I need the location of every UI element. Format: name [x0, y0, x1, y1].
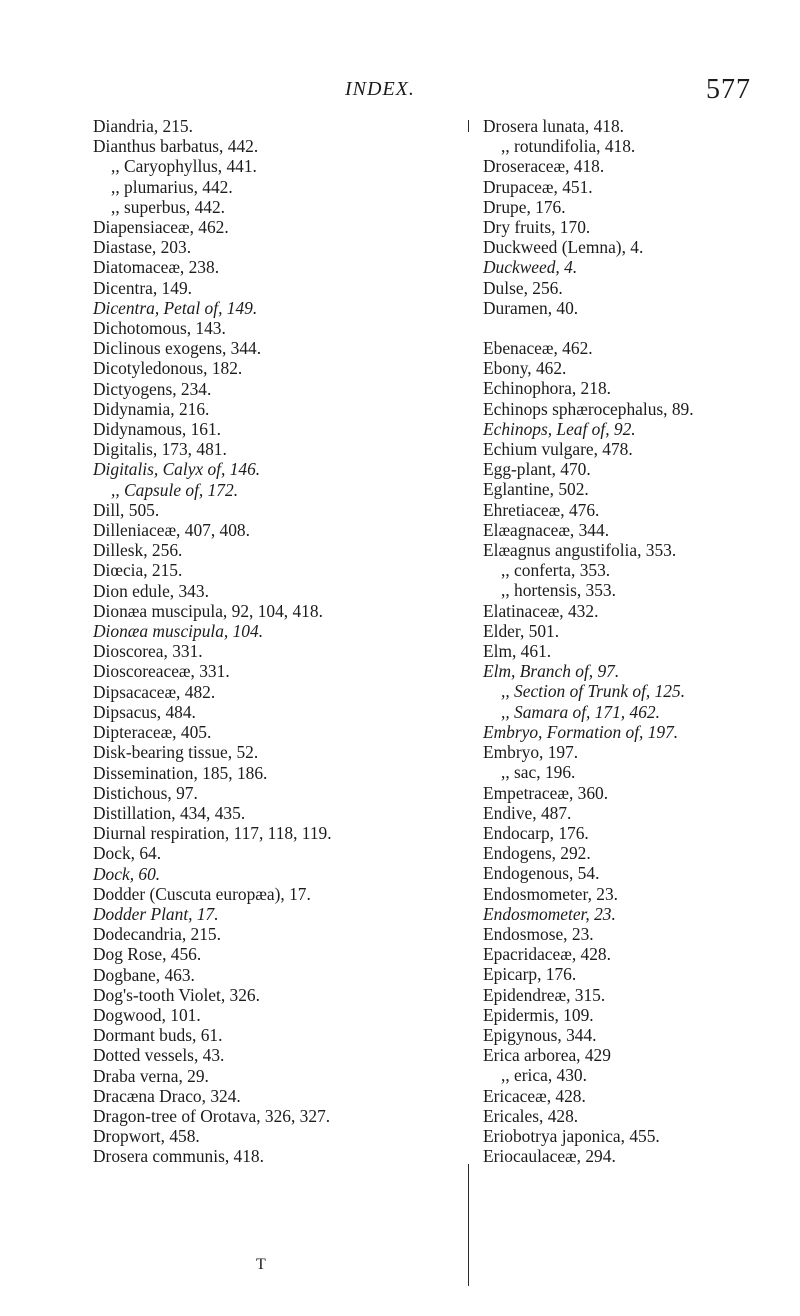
- index-entry: Egg-plant, 470.: [483, 459, 591, 480]
- index-entry: Diastase, 203.: [93, 237, 192, 258]
- index-entry: Diatomaceæ, 238.: [93, 257, 220, 278]
- index-entry: Diapensiaceæ, 462.: [93, 217, 229, 238]
- index-entry: ,, Samara of, 171, 462.: [501, 701, 660, 722]
- index-entry: Dichotomous, 143.: [93, 318, 226, 339]
- column-divider-bottom: [468, 1164, 469, 1286]
- index-entry: Dry fruits, 170.: [483, 217, 591, 238]
- index-entry: Dotted vessels, 43.: [93, 1045, 225, 1066]
- index-entry: Epigynous, 344.: [483, 1024, 597, 1045]
- index-entry: Draba verna, 29.: [93, 1065, 209, 1086]
- index-entry: Dulse, 256.: [483, 277, 563, 298]
- page-number: 577: [706, 74, 751, 105]
- index-entry: Digitalis, Calyx of, 146.: [93, 459, 261, 480]
- index-entry: Dock, 60.: [93, 863, 161, 884]
- running-title: INDEX.: [345, 78, 415, 100]
- index-entry: Diurnal respiration, 117, 118, 119.: [93, 823, 332, 844]
- index-entry: Dogbane, 463.: [93, 964, 195, 985]
- index-entry: Dogwood, 101.: [93, 1004, 201, 1025]
- index-entry: Dicentra, Petal of, 149.: [93, 297, 258, 318]
- index-entry: Diclinous exogens, 344.: [93, 338, 262, 359]
- index-entry: Erica arborea, 429: [483, 1045, 611, 1066]
- index-entry: Epacridaceæ, 428.: [483, 944, 611, 965]
- index-entry: Dilleniaceæ, 407, 408.: [93, 520, 250, 541]
- index-entry: Elder, 501.: [483, 620, 560, 641]
- index-entry: Dog Rose, 456.: [93, 944, 202, 965]
- index-entry: Ericaceæ, 428.: [483, 1085, 586, 1106]
- index-entry: Dodecandria, 215.: [93, 924, 221, 945]
- index-entry: Dock, 64.: [93, 843, 162, 864]
- index-entry: Echium vulgare, 478.: [483, 439, 633, 460]
- index-entry: Dillesk, 256.: [93, 540, 183, 561]
- index-entry: Dormant buds, 61.: [93, 1025, 223, 1046]
- index-entry: Dionæa muscipula, 92, 104, 418.: [93, 600, 323, 621]
- index-entry: ,, superbus, 442.: [111, 196, 225, 217]
- index-entry: Epidermis, 109.: [483, 1004, 594, 1025]
- index-entry: Epidendreæ, 315.: [483, 984, 606, 1005]
- index-entry: Duckweed, 4.: [483, 257, 578, 278]
- index-entry: Dodder (Cuscuta europæa), 17.: [93, 883, 311, 904]
- index-entry: Dodder Plant, 17.: [93, 903, 219, 924]
- index-entry: Dianthus barbatus, 442.: [93, 136, 259, 157]
- index-entry: Endive, 487.: [483, 802, 572, 823]
- index-entry: Distillation, 434, 435.: [93, 802, 246, 823]
- index-entry: Eglantine, 502.: [483, 479, 589, 500]
- index-entry: Duramen, 40.: [483, 297, 579, 318]
- column-divider-top: [468, 120, 469, 132]
- index-entry: Dioscoreaceæ, 331.: [93, 661, 230, 682]
- index-entry: Droseraceæ, 418.: [483, 156, 605, 177]
- index-entry: Drosera communis, 418.: [93, 1146, 264, 1167]
- index-entry: Endogens, 292.: [483, 843, 591, 864]
- index-entry: Echinops, Leaf of, 92.: [483, 418, 636, 439]
- signature-mark: T: [256, 1256, 266, 1273]
- index-entry: Endogenous, 54.: [483, 863, 600, 884]
- index-entry: Empetraceæ, 360.: [483, 782, 609, 803]
- index-entry: ,, rotundifolia, 418.: [501, 136, 636, 157]
- index-column-right: [483, 116, 793, 1166]
- index-entry: Dioscorea, 331.: [93, 641, 203, 662]
- index-entry: Distichous, 97.: [93, 782, 198, 803]
- index-entry: Digitalis, 173, 481.: [93, 439, 227, 460]
- index-entry: Dipsacus, 484.: [93, 701, 196, 722]
- index-column-left: [93, 116, 453, 1167]
- index-entry: ,, sac, 196.: [501, 762, 576, 783]
- index-entry: ,, hortensis, 353.: [501, 580, 616, 601]
- index-entry: Dropwort, 458.: [93, 1126, 200, 1147]
- index-entry: Eriobotrya japonica, 455.: [483, 1125, 660, 1146]
- index-entry: Endosmometer, 23.: [483, 903, 616, 924]
- index-entry: ,, erica, 430.: [501, 1065, 587, 1086]
- index-entry: Drosera lunata, 418.: [483, 116, 625, 136]
- index-entry: Elm, Branch of, 97.: [483, 661, 620, 682]
- index-entry: Dog's-tooth Violet, 326.: [93, 984, 260, 1005]
- index-entry: ,, Caryophyllus, 441.: [111, 156, 257, 177]
- index-entry: Dipteraceæ, 405.: [93, 722, 212, 743]
- index-entry: Elm, 461.: [483, 641, 552, 662]
- index-entry: Diœcia, 215.: [93, 560, 183, 581]
- index-entry: Ericales, 428.: [483, 1105, 579, 1126]
- index-entry: Dicotyledonous, 182.: [93, 358, 243, 379]
- index-entry: Elæagnus angustifolia, 353.: [483, 540, 677, 561]
- index-entry: Elæagnaceæ, 344.: [483, 519, 610, 540]
- index-entry: ,, conferta, 353.: [501, 560, 611, 581]
- index-entry: Elatinaceæ, 432.: [483, 600, 599, 621]
- index-entry: ,, Capsule of, 172.: [111, 479, 239, 500]
- index-entry: Endocarp, 176.: [483, 822, 589, 843]
- index-entry: Diandria, 215.: [93, 116, 193, 136]
- index-entry: Drupaceæ, 451.: [483, 176, 593, 197]
- index-entry: Dracæna Draco, 324.: [93, 1085, 241, 1106]
- index-entry: Duckweed (Lemna), 4.: [483, 237, 644, 258]
- index-entry: Echinophora, 218.: [483, 378, 611, 399]
- index-entry: Dictyogens, 234.: [93, 378, 212, 399]
- index-entry: Embryo, Formation of, 197.: [483, 721, 679, 742]
- index-entry: Drupe, 176.: [483, 196, 566, 217]
- index-entry: Dipsacaceæ, 482.: [93, 681, 216, 702]
- index-entry: ,, plumarius, 442.: [111, 176, 233, 197]
- index-entry: Dicentra, 149.: [93, 277, 192, 298]
- index-entry: Embryo, 197.: [483, 742, 579, 763]
- index-entry: Didynamia, 216.: [93, 398, 210, 419]
- page-header: [0, 74, 800, 104]
- index-entry: Echinops sphærocephalus, 89.: [483, 398, 694, 419]
- index-entry: Epicarp, 176.: [483, 964, 577, 985]
- index-entry: Dion edule, 343.: [93, 580, 209, 601]
- index-entry: Endosmometer, 23.: [483, 883, 619, 904]
- index-entry: Ebony, 462.: [483, 358, 567, 379]
- index-entry: Disk-bearing tissue, 52.: [93, 742, 259, 763]
- index-entry: Endosmose, 23.: [483, 923, 594, 944]
- index-entry: ,, Section of Trunk of, 125.: [501, 681, 686, 702]
- index-entry: Dissemination, 185, 186.: [93, 762, 268, 783]
- index-entry: Dragon-tree of Orotava, 326, 327.: [93, 1105, 331, 1126]
- index-entry: Dionæa muscipula, 104.: [93, 621, 264, 642]
- index-entry: Eriocaulaceæ, 294.: [483, 1146, 616, 1167]
- index-entry: Ebenaceæ, 462.: [483, 338, 593, 359]
- index-entry: Ehretiaceæ, 476.: [483, 499, 600, 520]
- index-entry: Didynamous, 161.: [93, 419, 222, 440]
- index-entry: Dill, 505.: [93, 499, 160, 520]
